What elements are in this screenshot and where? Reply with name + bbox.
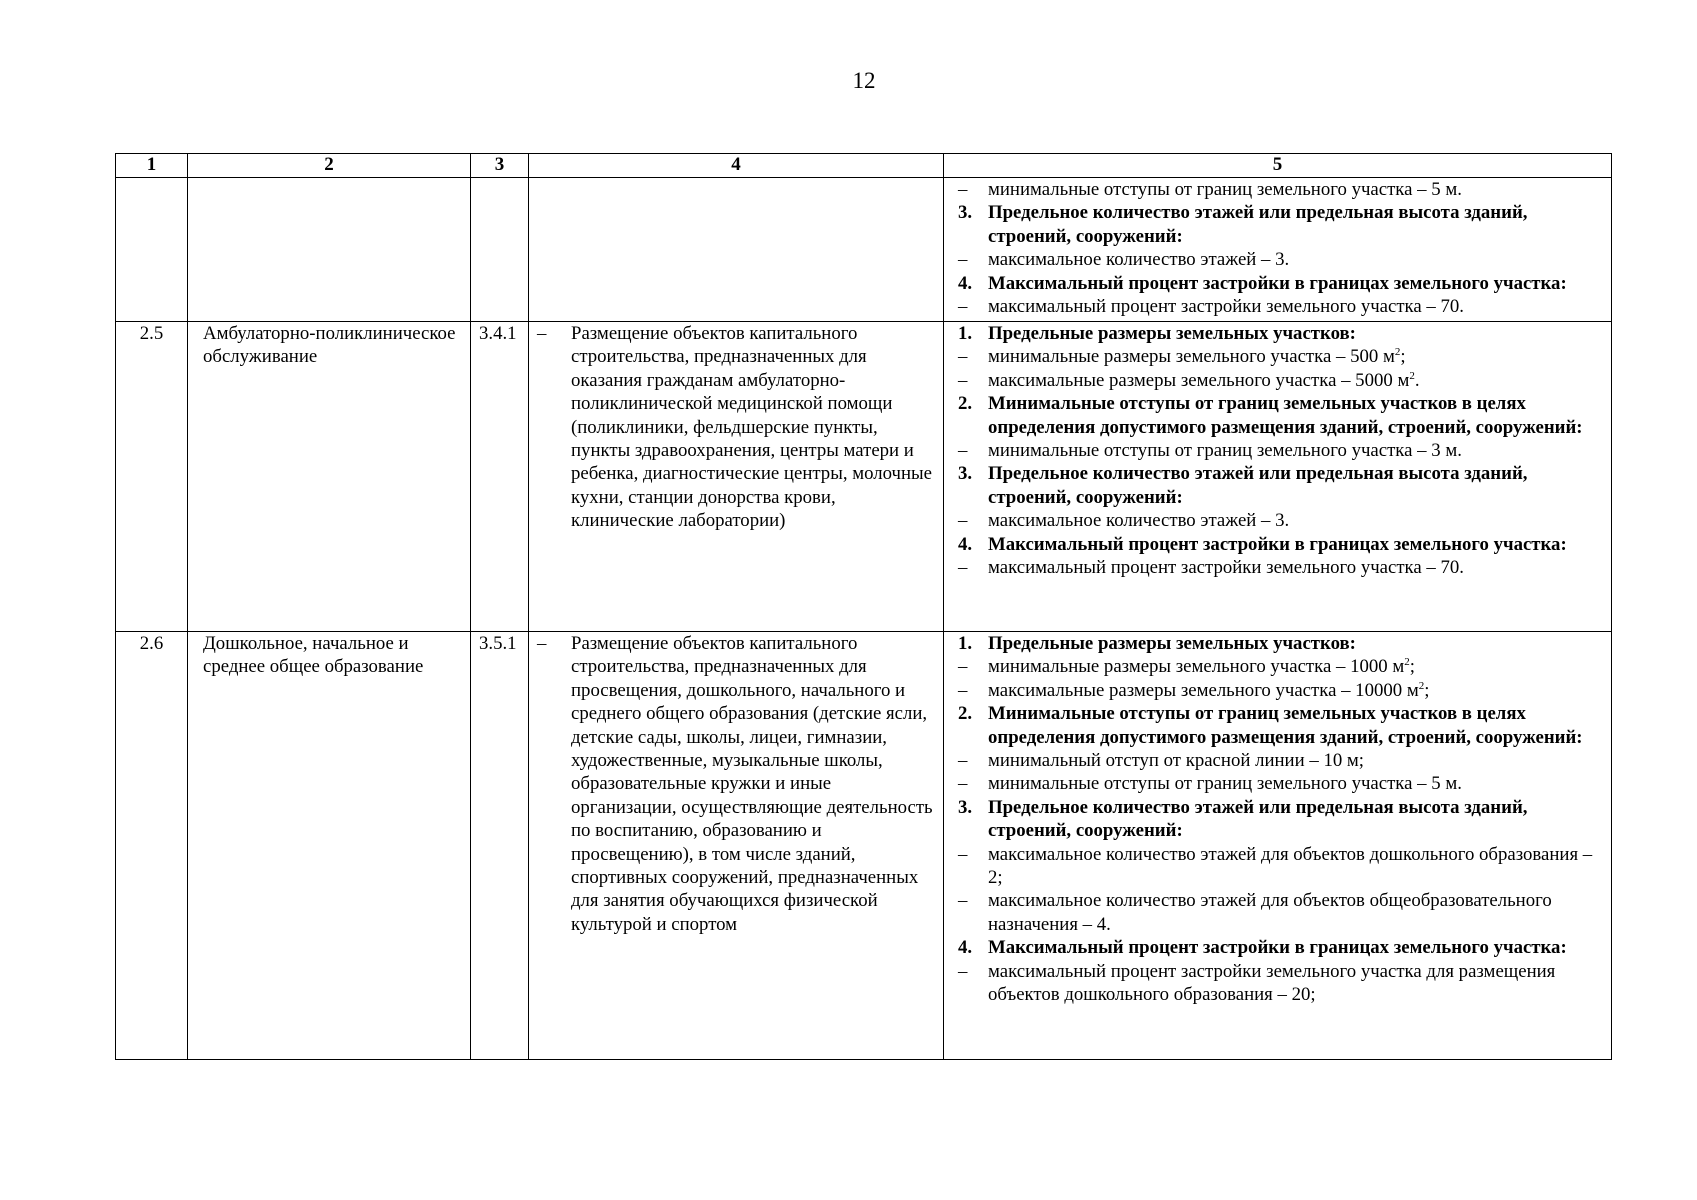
parameter-text: Максимальный процент застройки в границах земельного участка: bbox=[988, 533, 1567, 555]
parameter-item bbox=[944, 679, 1611, 702]
parameter-marker: – bbox=[958, 557, 968, 579]
superscript: 2 bbox=[1409, 369, 1415, 382]
header-col-1: 1 bbox=[116, 154, 188, 178]
parameter-marker: 4. bbox=[958, 533, 973, 555]
parameter-text: Максимальный процент застройки в границах земельного участка: bbox=[988, 937, 1567, 959]
parameter-marker: – bbox=[958, 249, 968, 271]
parameter-text: минимальные отступы от границ земельного участка – 5 м. bbox=[988, 773, 1462, 795]
use-name-cell bbox=[188, 632, 471, 1060]
parameter-heading bbox=[944, 322, 1611, 345]
parameter-item bbox=[944, 772, 1611, 795]
parameter-marker: – bbox=[958, 960, 968, 982]
header-col-4: 4 bbox=[529, 154, 944, 178]
parameter-text: Минимальные отступы от границ земельных участков в целях определения допустимого размещения зданий, строений, сооружений: bbox=[988, 703, 1583, 748]
parameter-item bbox=[944, 556, 1611, 579]
table-row bbox=[116, 178, 1612, 322]
parameter-item bbox=[944, 248, 1611, 271]
parameter-item bbox=[944, 749, 1611, 772]
description-dash: – bbox=[537, 633, 547, 654]
parameter-marker: 2. bbox=[958, 703, 973, 725]
parameter-marker: – bbox=[958, 179, 968, 200]
table-row bbox=[116, 322, 1612, 632]
use-code-cell bbox=[471, 178, 529, 322]
parameter-marker: 3. bbox=[958, 463, 973, 485]
parameter-marker: 2. bbox=[958, 393, 973, 415]
parameter-text: минимальный отступ от красной линии – 10 м; bbox=[988, 750, 1365, 772]
parameter-text: максимальное количество этажей – 3. bbox=[988, 249, 1290, 271]
parameter-marker: 3. bbox=[958, 796, 973, 818]
parameter-marker: – bbox=[958, 773, 968, 795]
parameter-text: минимальные отступы от границ земельного участка – 3 м. bbox=[988, 440, 1462, 462]
use-name: Амбулаторно-поликлиническое обслуживание bbox=[203, 323, 456, 368]
parameter-marker: – bbox=[958, 346, 968, 368]
row-number-cell bbox=[116, 178, 188, 322]
parameter-heading bbox=[944, 632, 1611, 655]
parameter-heading bbox=[944, 272, 1611, 295]
parameter-text: Предельные размеры земельных участков: bbox=[988, 323, 1356, 344]
parameter-text: максимальное количество этажей для объектов дошкольного образования – 2; bbox=[988, 843, 1593, 889]
parameter-marker: – bbox=[958, 656, 968, 678]
description-dash: – bbox=[537, 323, 547, 344]
parameters-cell bbox=[944, 632, 1612, 1060]
description-cell bbox=[529, 632, 944, 1060]
parameter-text: максимальный процент застройки земельного участка для размещения объектов дошкольного образования – 20; bbox=[988, 960, 1556, 1006]
parameter-marker: – bbox=[958, 679, 968, 701]
parameter-heading bbox=[944, 462, 1611, 509]
superscript: 2 bbox=[1418, 679, 1425, 692]
parameter-text: максимальный процент застройки земельного участка – 70. bbox=[988, 557, 1464, 579]
parameter-marker: 4. bbox=[958, 272, 973, 294]
parameter-tail: ; bbox=[1424, 679, 1430, 701]
use-code: 3.5.1 bbox=[479, 633, 517, 654]
parameter-tail: ; bbox=[1400, 346, 1406, 368]
use-name-cell bbox=[188, 178, 471, 322]
parameter-item bbox=[944, 960, 1611, 1007]
parameter-marker: 4. bbox=[958, 937, 973, 959]
description-text: Размещение объектов капитального строительства, предназначенных для просвещения, дошкольного, начального и среднего общего образования (детские ясли, детские сады, школы, лицеи, гимназии, художественные, музыкальные школы, образовательные кружки и иные организации, осуществляющие деятельность по воспитанию, образованию и просвещению), в том числе зданий, спортивных сооружений, предназначенных для занятия обучающихся физической культурой и спортом bbox=[571, 633, 933, 935]
parameter-marker: – bbox=[958, 750, 968, 772]
parameters-cell bbox=[944, 322, 1612, 632]
parameter-marker: – bbox=[958, 843, 968, 865]
parameter-marker: 1. bbox=[958, 323, 973, 344]
use-name-cell bbox=[188, 322, 471, 632]
parameter-marker: 3. bbox=[958, 202, 973, 224]
parameter-heading bbox=[944, 796, 1611, 843]
parameter-text: максимальный процент застройки земельного участка – 70. bbox=[988, 296, 1464, 318]
row-number: 2.5 bbox=[139, 323, 164, 344]
header-col-5: 5 bbox=[944, 154, 1612, 178]
page-number: 12 bbox=[852, 68, 876, 93]
parameter-text: минимальные отступы от границ земельного участка – 5 м. bbox=[988, 179, 1462, 200]
parameter-item bbox=[944, 295, 1611, 318]
parameter-tail: . bbox=[1414, 369, 1420, 391]
parameter-heading bbox=[944, 533, 1611, 556]
description-cell bbox=[529, 322, 944, 632]
parameter-marker: – bbox=[958, 369, 968, 391]
parameter-text: максимальные размеры земельного участка – 10000 м bbox=[988, 679, 1419, 701]
parameter-marker: – bbox=[958, 510, 968, 532]
parameter-marker: 1. bbox=[958, 633, 973, 654]
parameter-tail: ; bbox=[1409, 656, 1415, 678]
superscript: 2 bbox=[1394, 346, 1401, 359]
parameter-text: максимальное количество этажей – 3. bbox=[988, 510, 1290, 532]
parameter-item bbox=[944, 843, 1611, 890]
parameter-text: Минимальные отступы от границ земельных участков в целях определения допустимого размещения зданий, строений, сооружений: bbox=[988, 393, 1583, 438]
parameter-heading bbox=[944, 936, 1611, 959]
row-number-cell bbox=[116, 322, 188, 632]
parameter-marker: – bbox=[958, 890, 968, 912]
header-col-3: 3 bbox=[471, 154, 529, 178]
parameter-item bbox=[944, 178, 1611, 201]
parameter-item bbox=[944, 439, 1611, 462]
row-number-cell bbox=[116, 632, 188, 1060]
parameter-text: Предельные размеры земельных участков: bbox=[988, 633, 1356, 654]
use-code-cell bbox=[471, 632, 529, 1060]
table-row bbox=[116, 632, 1612, 1060]
header-row bbox=[116, 154, 1612, 178]
description-cell bbox=[529, 178, 944, 322]
superscript: 2 bbox=[1404, 656, 1410, 669]
parameter-item bbox=[944, 369, 1611, 392]
zoning-table bbox=[115, 153, 1612, 1060]
parameter-text: Максимальный процент застройки в границах земельного участка: bbox=[988, 272, 1567, 294]
row-number: 2.6 bbox=[139, 633, 164, 654]
parameter-text: Предельное количество этажей или предельная высота зданий, строений, сооружений: bbox=[988, 202, 1528, 247]
parameter-text: минимальные размеры земельного участка – 1000 м bbox=[988, 656, 1405, 678]
use-code-cell bbox=[471, 322, 529, 632]
use-code: 3.4.1 bbox=[479, 323, 517, 344]
parameter-marker: – bbox=[958, 296, 968, 318]
parameter-heading bbox=[944, 201, 1611, 248]
parameter-item bbox=[944, 345, 1611, 368]
parameter-text: минимальные размеры земельного участка – 500 м bbox=[988, 346, 1395, 368]
parameter-marker: – bbox=[958, 440, 968, 462]
parameter-heading bbox=[944, 392, 1611, 439]
use-name: Дошкольное, начальное и среднее общее образование bbox=[203, 633, 424, 678]
parameter-heading bbox=[944, 702, 1611, 749]
parameter-text: максимальные размеры земельного участка – 5000 м bbox=[988, 369, 1410, 391]
description-text: Размещение объектов капитального строительства, предназначенных для оказания гражданам амбулаторно-поликлинической медицинской помощи (поликлиники, фельдшерские пункты, пункты здравоохранения, центры матери и ребенка, диагностические центры, молочные кухни, станции донорства крови, клинические лаборатории) bbox=[571, 323, 932, 532]
parameter-text: Предельное количество этажей или предельная высота зданий, строений, сооружений: bbox=[988, 463, 1528, 508]
parameter-text: максимальное количество этажей для объектов общеобразовательного назначения – 4. bbox=[988, 890, 1552, 935]
parameter-item bbox=[944, 509, 1611, 532]
parameter-item bbox=[944, 889, 1611, 936]
header-col-2: 2 bbox=[188, 154, 471, 178]
parameters-cell bbox=[944, 178, 1612, 322]
parameter-item bbox=[944, 655, 1611, 678]
parameter-text: Предельное количество этажей или предельная высота зданий, строений, сооружений: bbox=[988, 796, 1528, 842]
